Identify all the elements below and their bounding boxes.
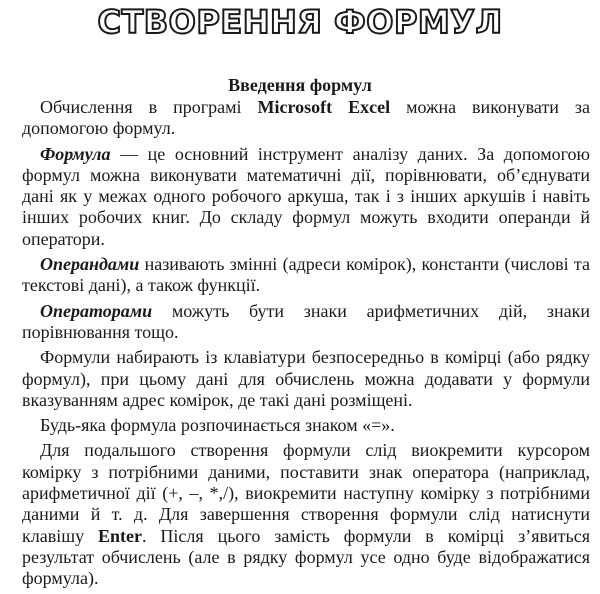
term-formula: Формула <box>40 143 111 164</box>
page-title: СТВОРЕННЯ ФОРМУЛ <box>97 3 503 41</box>
enter-key-name: Enter <box>98 525 142 546</box>
paragraph-formula-start: Будь-яка формула розпочинається знаком «=». <box>40 415 395 436</box>
paragraph-intro-text-a: Обчислення в програмі <box>40 97 258 117</box>
paragraph-intro-text-c: можна виконувати за допомогою формул. <box>22 97 591 139</box>
paragraph-formula-entry: Формули набирають із клавіатури безпосередньо в комірці (або рядку формул), при цьому дані для обчислень можна додавати у формули вказуванням адрес комірок, де такі дані розміщені. <box>22 347 590 410</box>
operators-definition-text: можуть бути знаки арифметичних дій, знаки порівнювання тощо. <box>22 300 590 342</box>
formula-definition-text: — це основний інструмент аналізу даних. За допомогою формул можна виконувати математичні дії, порівнювати, об’єднувати дані як у межах одного робочого аркуша, так і з інших аркушів і навіть інших робочих книг. До складу формул можуть входити операнди й оператори. <box>22 143 590 249</box>
term-operators: Операторами <box>40 300 153 321</box>
program-name: Microsoft Excel <box>257 97 391 117</box>
section-title: Введення формул <box>228 75 372 95</box>
paragraph-intro <box>22 97 590 140</box>
term-operands: Операндами <box>40 254 140 275</box>
paragraph-operators-definition <box>22 301 590 344</box>
operands-definition-text: називають змінні (адреси комірок), константи (числові та текстові дані), а також функції. <box>22 254 590 296</box>
paragraph-formula-creation <box>22 440 590 589</box>
paragraph-formula-definition <box>22 144 590 250</box>
formula-creation-text-a: Для подальшого створення формули слід виокремити курсором комірку з потрібними даними, поставити знак оператора (наприклад, арифметичної дії (+, –, *,/), виокремити наступну комірку з потрібними даними й т. д. Для завершення створення формули слід натиснути клавішу <box>22 440 590 546</box>
formula-creation-text-b: . Після цього замість формули в комірці з’явиться результат обчислень (але в рядку формул усе одно буде відображатися формула). <box>22 525 590 589</box>
paragraph-operands-definition <box>22 254 590 297</box>
body-text <box>22 97 590 594</box>
